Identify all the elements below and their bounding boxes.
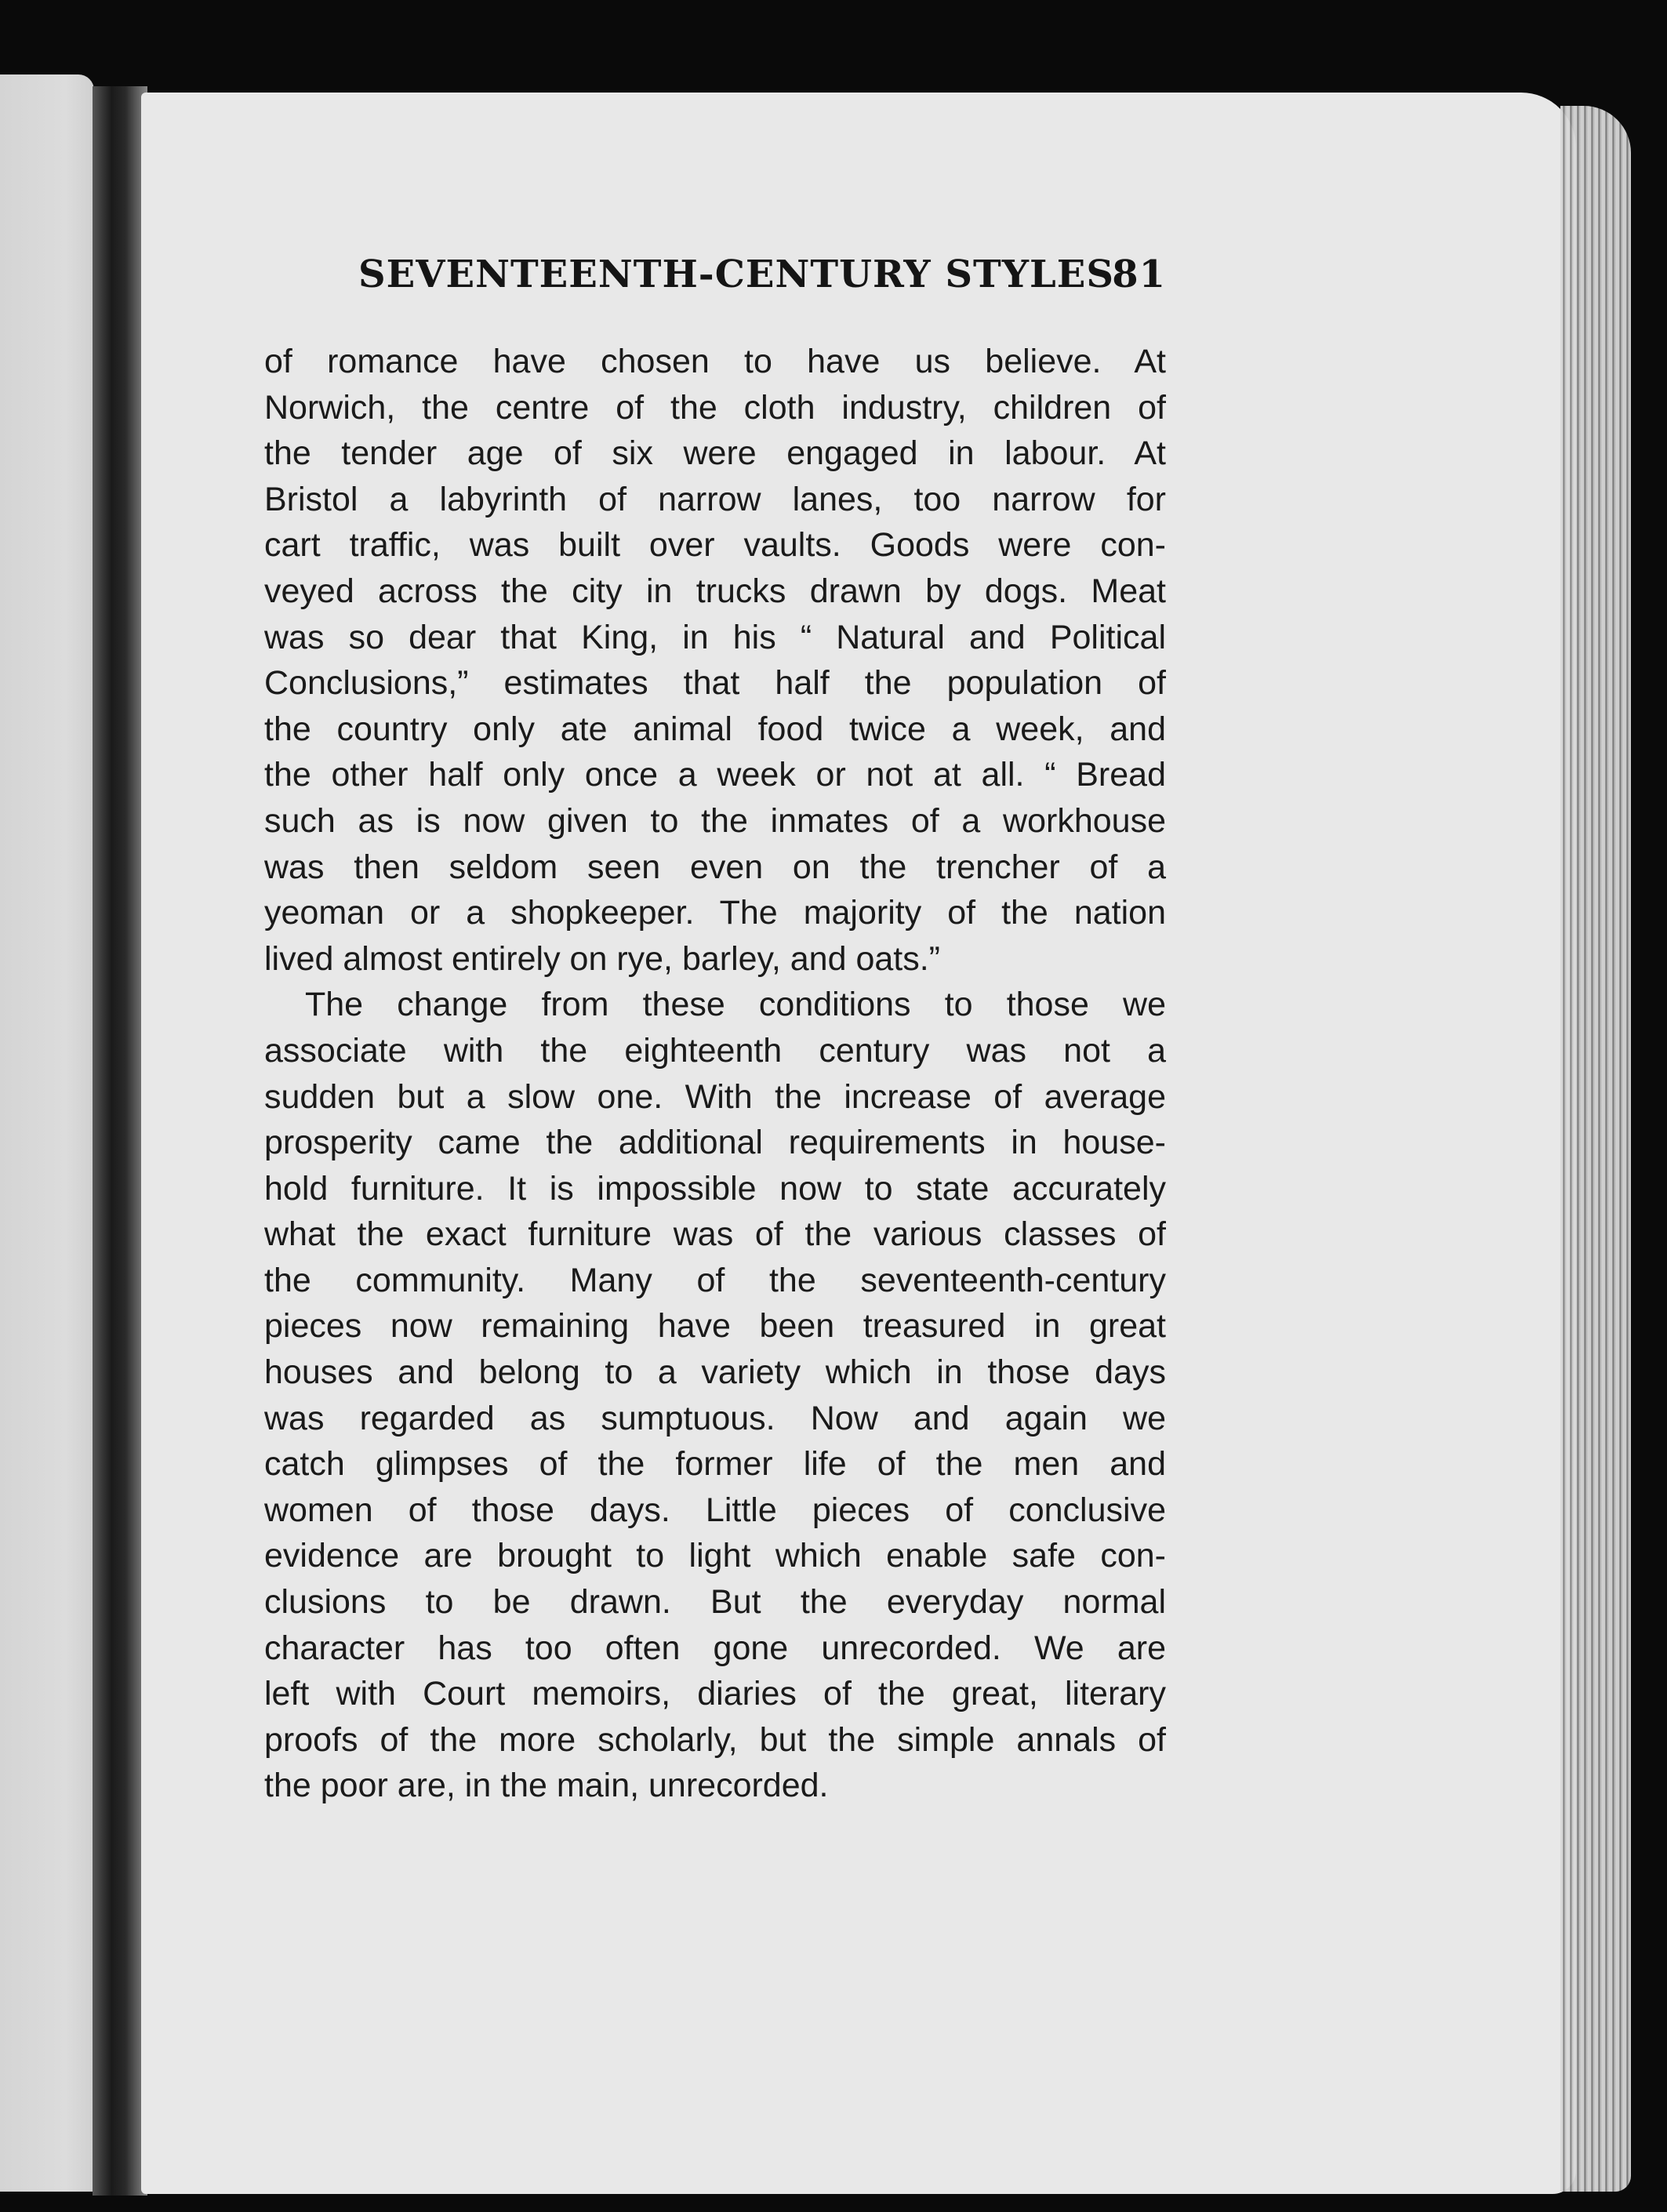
- left-page-edge: [0, 74, 94, 2192]
- text-line: the community. Many of the seventeenth-century: [264, 1261, 1166, 1299]
- text-line: such as is now given to the inmates of a workhouse: [264, 801, 1166, 840]
- page-header: [358, 252, 1166, 311]
- text-line: was then seldom seen even on the trencher of a: [264, 848, 1166, 886]
- text-line: women of those days. Little pieces of conclusive: [264, 1491, 1166, 1529]
- text-line: the poor are, in the main, unrecorded.: [264, 1767, 829, 1805]
- text-line: sudden but a slow one. With the increase of average: [264, 1077, 1166, 1116]
- text-line: associate with the eighteenth century was not a: [264, 1031, 1166, 1070]
- text-line: was so dear that King, in his “ Natural and Political: [264, 618, 1166, 656]
- text-line: the tender age of six were engaged in labour. At: [264, 434, 1166, 473]
- text-line: the other half only once a week or not at all. “ Bread: [264, 756, 1166, 794]
- book-gutter: [93, 86, 147, 2196]
- text-line: yeoman or a shopkeeper. The majority of the nation: [264, 894, 1166, 932]
- page-number: 81: [1112, 252, 1166, 296]
- text-line: hold furniture. It is impossible now to state accurately: [264, 1169, 1166, 1208]
- text-line: lived almost entirely on rye, barley, and oats.”: [264, 939, 940, 978]
- text-line: Norwich, the centre of the cloth industry, children of: [264, 388, 1166, 427]
- text-line: the country only ate animal food twice a week, and: [264, 710, 1166, 748]
- text-line: of romance have chosen to have us believe. At: [264, 343, 1166, 380]
- text-line: Bristol a labyrinth of narrow lanes, too narrow for: [264, 480, 1166, 518]
- text-line: pieces now remaining have been treasured in great: [264, 1307, 1166, 1346]
- text-line: houses and belong to a variety which in those days: [264, 1353, 1166, 1392]
- text-line: The change from these conditions to those we: [305, 986, 1166, 1024]
- page-edges: [1560, 106, 1631, 2192]
- running-head: SEVENTEENTH-CENTURY STYLES: [358, 252, 1114, 296]
- text-line: Conclusions,” estimates that half the population of: [264, 664, 1166, 703]
- body-text: [264, 339, 1166, 1809]
- text-line: prosperity came the additional requirements in house-: [264, 1124, 1166, 1162]
- text-line: evidence are brought to light which enable safe con-: [264, 1537, 1166, 1575]
- text-line: was regarded as sumptuous. Now and again we: [264, 1399, 1166, 1437]
- text-line: catch glimpses of the former life of the men and: [264, 1445, 1166, 1484]
- text-line: veyed across the city in trucks drawn by dogs. Meat: [264, 572, 1166, 610]
- text-line: clusions to be drawn. But the everyday normal: [264, 1583, 1166, 1622]
- text-line: cart traffic, was built over vaults. Goods were con-: [264, 526, 1166, 565]
- text-line: character has too often gone unrecorded. We are: [264, 1629, 1166, 1667]
- text-line: proofs of the more scholarly, but the simple annals of: [264, 1720, 1166, 1759]
- text-line: what the exact furniture was of the various classes of: [264, 1215, 1166, 1254]
- text-line: left with Court memoirs, diaries of the great, literary: [264, 1675, 1166, 1713]
